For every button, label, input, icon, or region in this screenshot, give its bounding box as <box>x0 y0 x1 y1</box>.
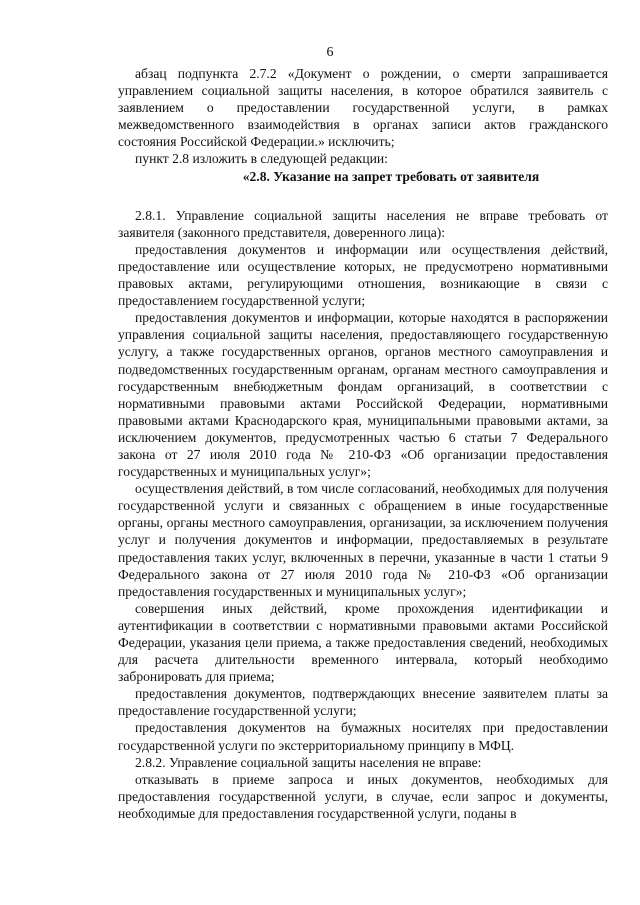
paragraph-amend-2-7-2: абзац подпункта 2.7.2 «Документ о рождении, о смерти запрашивается управлением социальной защиты населения, в которое обратился заявитель с заявлением о предоставлении государственной услуги, в рамках межведомственного взаимодействия в органах записи актов гражданского состояния Российской Федерации.» исключить; <box>118 66 608 150</box>
paragraph-item: осуществления действий, в том числе согласований, необходимых для получения государственной услуги и связанных с обращением в иные государственные органы, органы местного самоуправления, организации, за исключением получения услуг и получения документов и информации, предоставляемых в результате предоставления таких услуг, включенных в перечни, указанные в части 1 статьи 9 Федерального закона от 27 июля 2010 года № 210-ФЗ «Об организации предоставления государственных и муниципальных услуг»; <box>118 481 608 599</box>
paragraph-item: предоставления документов и информации или осуществления действий, предоставление или осуществление которых, не предусмотрено нормативными правовых актами, регулирующими отношения, возникающие в связи с предоставлением государственной услуги; <box>118 241 608 309</box>
paragraph-item: предоставления документов и информации, которые находятся в распоряжении управления социальной защиты населения, предоставляющего государственную услугу, а также государственных органов, органов местного самоуправления и подведомственных государственным органам, органам местного самоуправления и государственным внебюджетным фондам организаций, в соответствии с нормативными правовыми актами Российской Федерации, нормативными правовыми актами Краснодарского края, муниципальными правовыми актами, за исключением документов, предусмотренных частью 6 статьи 7 Федерального закона от 27 июля 2010 года № 210-ФЗ «Об организации предоставления государственных и муниципальных услуг»; <box>118 310 608 480</box>
paragraph-item: предоставления документов на бумажных носителях при предоставлении государственной услуги по экстерриториальному принципу в МФЦ. <box>118 720 608 753</box>
section-heading: «2.8. Указание на запрет требовать от заявителя <box>242 168 540 184</box>
page-number: 6 <box>326 45 334 60</box>
paragraph-item: совершения иных действий, кроме прохождения идентификации и аутентификации в соответствии с нормативными правовыми актами Российской Федерации, указания цели приема, а также предоставления сведений, необходимых для расчета длительности временного интервала, который необходимо забронировать для приема; <box>118 600 608 685</box>
paragraph-item: предоставления документов, подтверждающих внесение заявителем платы за предоставление государственной услуги; <box>118 686 608 719</box>
paragraph-2-8-1: 2.8.1. Управление социальной защиты населения не вправе требовать от заявителя (законного представителя, доверенного лица): <box>118 207 608 240</box>
paragraph-item: отказывать в приеме запроса и иных документов, необходимых для предоставления государственной услуги, в случае, если запрос и документы, необходимые для предоставления государственной услуги, поданы в <box>118 771 608 821</box>
paragraph-2-8-2: 2.8.2. Управление социальной защиты населения не вправе: <box>135 754 482 770</box>
paragraph-amend-2-8-intro: пункт 2.8 изложить в следующей редакции: <box>135 151 388 167</box>
document-body <box>118 65 608 822</box>
heading-spacer <box>118 185 608 207</box>
